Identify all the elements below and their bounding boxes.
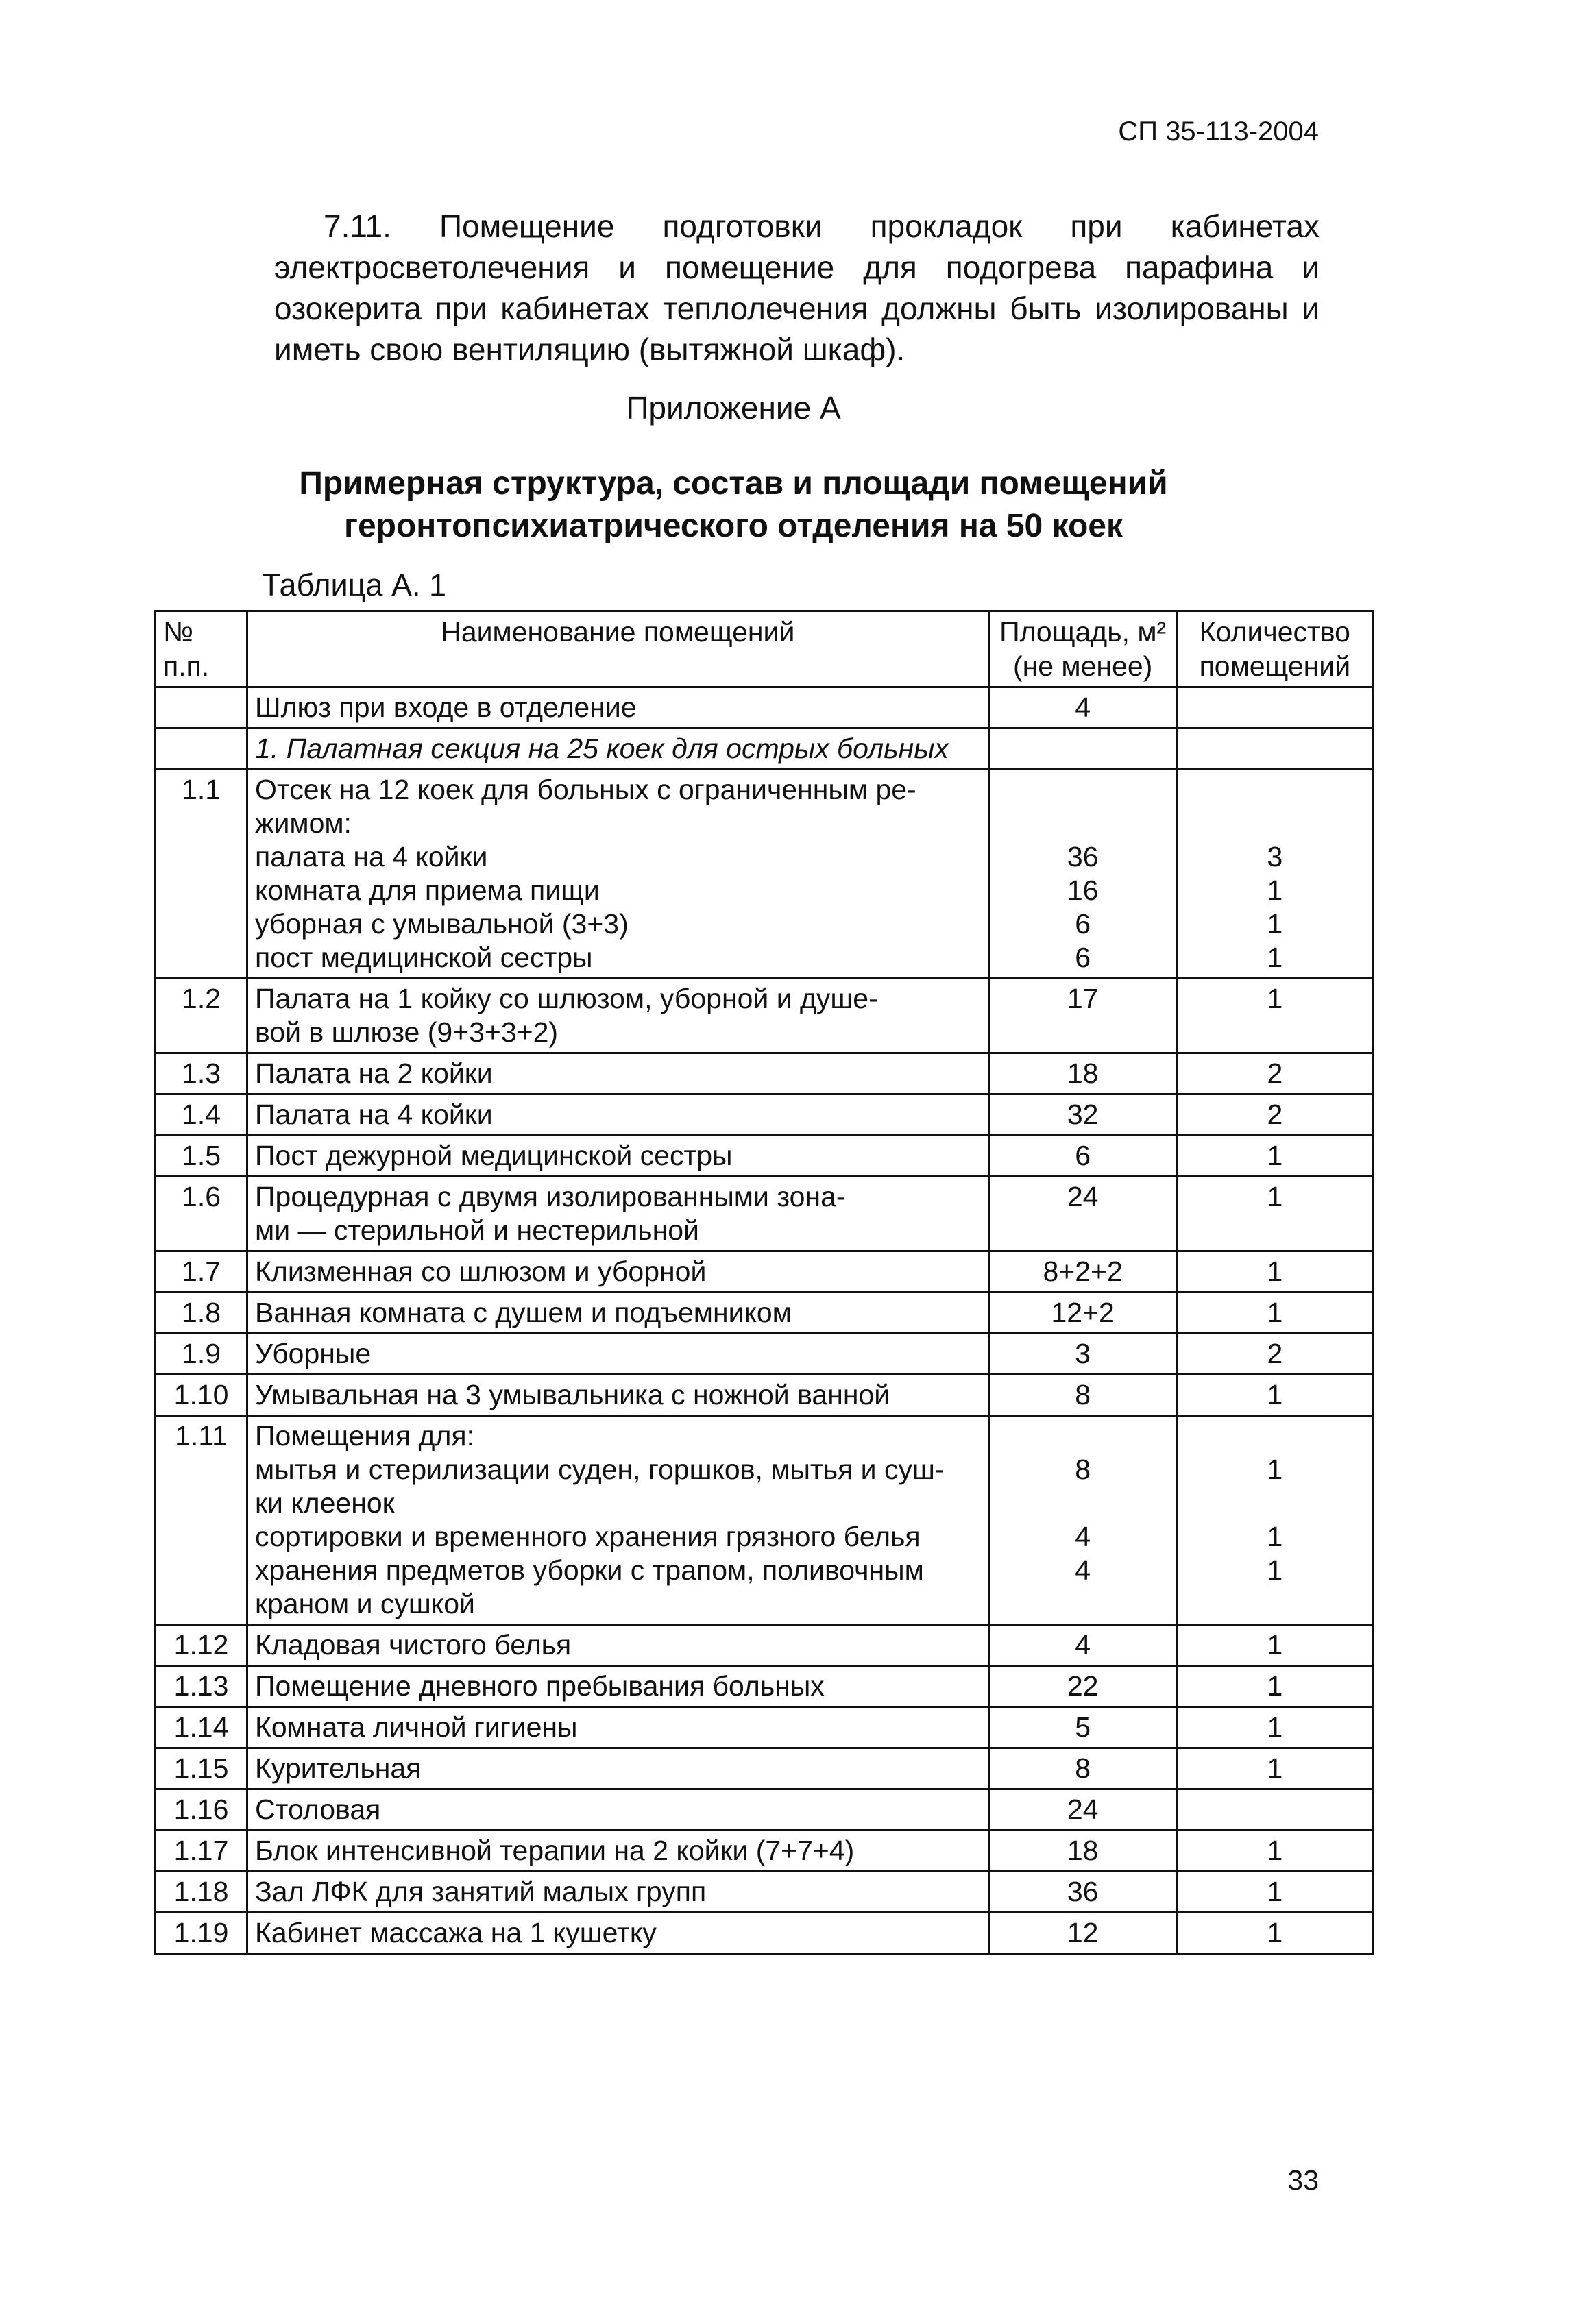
row-quantity	[1177, 1136, 1372, 1177]
table-row	[156, 1177, 1373, 1251]
row-area	[988, 1293, 1177, 1334]
row-quantity	[1177, 687, 1372, 729]
row-quantity	[1177, 1789, 1372, 1831]
table-label: Таблица А. 1	[262, 567, 446, 602]
area-value: 8	[1075, 1379, 1091, 1410]
room-name-line: Палата на 4 койки	[255, 1099, 493, 1130]
area-value: 22	[1067, 1670, 1099, 1702]
area-value: 17	[1067, 983, 1099, 1014]
area-value: 18	[1067, 1057, 1099, 1089]
row-number: 1.12	[156, 1625, 247, 1666]
row-area	[988, 1913, 1177, 1954]
quantity-value	[1185, 773, 1365, 807]
area-value: 4	[1075, 1521, 1091, 1552]
room-name-line: Ванная комната с душем и подъемником	[255, 1297, 792, 1328]
row-area	[988, 1789, 1177, 1831]
row-room-name	[247, 1053, 989, 1094]
quantity-value: 1	[1267, 908, 1283, 940]
row-quantity	[1177, 1666, 1372, 1707]
row-quantity	[1177, 1913, 1372, 1954]
table-title	[0, 463, 1467, 548]
row-area	[988, 1666, 1177, 1707]
quantity-value: 3	[1267, 841, 1283, 872]
area-value: 8	[1075, 1454, 1091, 1485]
quantity-value: 1	[1267, 1917, 1283, 1948]
quantity-value: 2	[1267, 1338, 1283, 1369]
row-area	[988, 1094, 1177, 1136]
room-name-line: Комната личной гигиены	[255, 1711, 578, 1743]
area-value: 4	[1075, 1629, 1091, 1661]
row-area	[988, 1872, 1177, 1913]
area-value	[997, 1587, 1169, 1621]
row-area	[988, 770, 1177, 979]
row-number: 1.9	[156, 1334, 247, 1375]
row-number: 1.1	[156, 770, 247, 979]
table-row	[156, 1136, 1373, 1177]
room-name-line: Уборные	[255, 1338, 372, 1369]
area-value: 6	[1075, 942, 1091, 973]
room-name-line: Умывальная на 3 умывальника с ножной ванной	[255, 1379, 890, 1410]
row-room-name	[247, 1872, 989, 1913]
row-room-name	[247, 1416, 989, 1625]
row-room-name	[247, 1666, 989, 1707]
row-room-name	[247, 1136, 989, 1177]
row-quantity	[1177, 1707, 1372, 1748]
area-value: 6	[1075, 1140, 1091, 1171]
table-row	[156, 1094, 1373, 1136]
room-name-line: Клизменная со шлюзом и уборной	[255, 1256, 707, 1287]
table-row	[156, 1053, 1373, 1094]
area-value: 5	[1075, 1711, 1091, 1743]
quantity-value: 1	[1267, 1629, 1283, 1661]
row-room-name	[247, 1913, 989, 1954]
table-row	[156, 1416, 1373, 1625]
row-area	[988, 1334, 1177, 1375]
table-header-row	[156, 611, 1373, 687]
table-row	[156, 770, 1373, 979]
quantity-value	[1185, 807, 1365, 840]
area-value	[997, 1487, 1169, 1520]
row-number	[156, 729, 247, 770]
row-number: 1.11	[156, 1416, 247, 1625]
table-row	[156, 1666, 1373, 1707]
room-name-line: жимом:	[255, 807, 352, 839]
area-value: 24	[1067, 1794, 1099, 1825]
table-row	[156, 1748, 1373, 1789]
room-name-line: Курительная	[255, 1752, 422, 1784]
row-area	[988, 1625, 1177, 1666]
table-row	[156, 1251, 1373, 1293]
row-area	[988, 729, 1177, 770]
row-number: 1.3	[156, 1053, 247, 1094]
table-row	[156, 979, 1373, 1053]
room-name-line: 1. Палатная секция на 25 коек для острых больных	[255, 733, 949, 764]
row-area	[988, 1251, 1177, 1293]
area-value: 24	[1067, 1181, 1099, 1212]
area-value: 4	[1075, 1554, 1091, 1586]
appendix-label: Приложение А	[626, 390, 841, 426]
table-row	[156, 1293, 1373, 1334]
room-name-line: Палата на 2 койки	[255, 1057, 493, 1089]
room-name-line: краном и сушкой	[255, 1588, 475, 1619]
row-quantity	[1177, 1748, 1372, 1789]
area-value: 36	[1067, 841, 1099, 872]
row-number: 1.15	[156, 1748, 247, 1789]
room-name-line: Пост дежурной медицинской сестры	[255, 1140, 733, 1171]
room-name-line: вой в шлюзе (9+3+3+2)	[255, 1016, 559, 1048]
room-name-line: комната для приема пищи	[255, 874, 600, 906]
row-room-name	[247, 1789, 989, 1831]
room-name-line: пост медицинской сестры	[255, 942, 593, 973]
row-area	[988, 687, 1177, 729]
row-quantity	[1177, 1094, 1372, 1136]
row-room-name	[247, 729, 989, 770]
quantity-value: 1	[1267, 1554, 1283, 1586]
area-value: 6	[1075, 908, 1091, 940]
room-name-line: палата на 4 койки	[255, 841, 488, 872]
row-quantity	[1177, 1375, 1372, 1416]
row-number: 1.4	[156, 1094, 247, 1136]
table-row	[156, 1789, 1373, 1831]
quantity-value	[1185, 732, 1365, 766]
quantity-value: 1	[1267, 1379, 1283, 1410]
quantity-value: 1	[1267, 1454, 1283, 1485]
rooms-table	[154, 610, 1374, 1955]
row-quantity	[1177, 1416, 1372, 1625]
row-number: 1.8	[156, 1293, 247, 1334]
paragraph-7-11: 7.11. Помещение подготовки прокладок при кабинетах электросветолечения и помещение для подогрева парафина и озокерита при кабинетах теплолечения должны быть изолированы и иметь свою вентиляцию (вытяжной шкаф).	[274, 208, 1320, 367]
quantity-value: 1	[1267, 874, 1283, 906]
row-area	[988, 1416, 1177, 1625]
table-row	[156, 687, 1373, 729]
row-area	[988, 979, 1177, 1053]
area-value: 12+2	[1051, 1297, 1115, 1328]
table-row	[156, 1831, 1373, 1872]
area-value: 8+2+2	[1043, 1256, 1123, 1287]
area-value: 4	[1075, 692, 1091, 723]
area-value: 36	[1067, 1876, 1099, 1907]
row-number: 1.19	[156, 1913, 247, 1954]
row-quantity	[1177, 770, 1372, 979]
row-number: 1.13	[156, 1666, 247, 1707]
quantity-value	[1185, 1793, 1365, 1826]
row-number: 1.14	[156, 1707, 247, 1748]
quantity-value: 1	[1267, 1140, 1283, 1171]
row-number: 1.18	[156, 1872, 247, 1913]
row-area	[988, 1707, 1177, 1748]
room-name-line: Шлюз при входе в отделение	[255, 692, 637, 723]
row-number: 1.2	[156, 979, 247, 1053]
table-row	[156, 1334, 1373, 1375]
area-value	[997, 1419, 1169, 1453]
table-row	[156, 1625, 1373, 1666]
header-num: № п.п.	[156, 611, 247, 687]
row-number: 1.17	[156, 1831, 247, 1872]
row-number: 1.16	[156, 1789, 247, 1831]
area-value: 3	[1075, 1338, 1091, 1369]
room-name-line: хранения предметов уборки с трапом, поливочным	[255, 1554, 924, 1586]
room-name-line: Кабинет массажа на 1 кушетку	[255, 1917, 657, 1948]
row-quantity	[1177, 979, 1372, 1053]
area-value: 16	[1067, 874, 1099, 906]
quantity-value: 1	[1267, 1711, 1283, 1743]
row-quantity	[1177, 1053, 1372, 1094]
area-value: 8	[1075, 1752, 1091, 1784]
row-quantity	[1177, 1251, 1372, 1293]
row-area	[988, 1748, 1177, 1789]
table-title-line-1: Примерная структура, состав и площади помещений	[299, 465, 1168, 502]
row-number: 1.10	[156, 1375, 247, 1416]
quantity-value: 1	[1267, 942, 1283, 973]
quantity-value	[1185, 1487, 1365, 1520]
row-room-name	[247, 1748, 989, 1789]
quantity-value	[1185, 691, 1365, 724]
row-area	[988, 1177, 1177, 1251]
row-area	[988, 1053, 1177, 1094]
quantity-value: 1	[1267, 1876, 1283, 1907]
row-room-name	[247, 1177, 989, 1251]
row-room-name	[247, 770, 989, 979]
quantity-value: 1	[1267, 1752, 1283, 1784]
quantity-value: 2	[1267, 1099, 1283, 1130]
quantity-value: 1	[1267, 1256, 1283, 1287]
header-area: Площадь, м² (не менее)	[988, 611, 1177, 687]
room-name-line: мытья и стерилизации суден, горшков, мытья и суш-	[255, 1454, 945, 1485]
room-name-line: Кладовая чистого белья	[255, 1629, 572, 1661]
row-room-name	[247, 1625, 989, 1666]
row-room-name	[247, 1831, 989, 1872]
row-number: 1.6	[156, 1177, 247, 1251]
table-row	[156, 1872, 1373, 1913]
quantity-value: 1	[1267, 1181, 1283, 1212]
row-room-name	[247, 687, 989, 729]
row-area	[988, 1831, 1177, 1872]
row-quantity	[1177, 1334, 1372, 1375]
quantity-value	[1185, 1587, 1365, 1621]
row-room-name	[247, 979, 989, 1053]
room-name-line: ки клеенок	[255, 1487, 395, 1519]
area-value: 18	[1067, 1835, 1099, 1866]
row-number: 1.5	[156, 1136, 247, 1177]
quantity-value: 1	[1267, 1297, 1283, 1328]
area-value	[997, 732, 1169, 766]
row-quantity	[1177, 1177, 1372, 1251]
room-name-line: уборная с умывальной (3+3)	[255, 908, 629, 940]
table-row	[156, 1707, 1373, 1748]
row-room-name	[247, 1375, 989, 1416]
room-name-line: Палата на 1 койку со шлюзом, уборной и душе-	[255, 983, 878, 1014]
table-row	[156, 1913, 1373, 1954]
row-room-name	[247, 1707, 989, 1748]
header-qty: Количество помещений	[1177, 611, 1372, 687]
area-value: 32	[1067, 1099, 1099, 1130]
row-number: 1.7	[156, 1251, 247, 1293]
room-name-line: Столовая	[255, 1794, 381, 1825]
table-title-line-2: геронтопсихиатрического отделения на 50 коек	[343, 508, 1123, 544]
quantity-value: 2	[1267, 1057, 1283, 1089]
table-row	[156, 729, 1373, 770]
row-room-name	[247, 1094, 989, 1136]
row-room-name	[247, 1251, 989, 1293]
row-quantity	[1177, 1293, 1372, 1334]
document-code: СП 35-113-2004	[1118, 117, 1319, 147]
header-name: Наименование помещений	[247, 611, 989, 687]
quantity-value	[1185, 1419, 1365, 1453]
quantity-value: 1	[1267, 1835, 1283, 1866]
row-quantity	[1177, 1831, 1372, 1872]
row-quantity	[1177, 1625, 1372, 1666]
room-name-line: Помещения для:	[255, 1420, 474, 1452]
area-value	[997, 807, 1169, 840]
quantity-value: 1	[1267, 1670, 1283, 1702]
area-value: 12	[1067, 1917, 1099, 1948]
area-value	[997, 773, 1169, 807]
room-name-line: Зал ЛФК для занятий малых групп	[255, 1876, 707, 1907]
room-name-line: Помещение дневного пребывания больных	[255, 1670, 825, 1702]
row-quantity	[1177, 1872, 1372, 1913]
table-row	[156, 1375, 1373, 1416]
quantity-value: 1	[1267, 1521, 1283, 1552]
page-number: 33	[1287, 2164, 1319, 2196]
row-room-name	[247, 1293, 989, 1334]
room-name-line: Процедурная с двумя изолированными зона-	[255, 1181, 846, 1212]
room-name-line: сортировки и временного хранения грязного белья	[255, 1521, 921, 1552]
row-number	[156, 687, 247, 729]
room-name-line: Блок интенсивной терапии на 2 койки (7+7+4)	[255, 1835, 855, 1866]
room-name-line: ми — стерильной и нестерильной	[255, 1214, 699, 1246]
quantity-value: 1	[1267, 983, 1283, 1014]
row-room-name	[247, 1334, 989, 1375]
row-quantity	[1177, 729, 1372, 770]
row-area	[988, 1136, 1177, 1177]
room-name-line: Отсек на 12 коек для больных с ограниченным ре-	[255, 774, 916, 805]
row-area	[988, 1375, 1177, 1416]
